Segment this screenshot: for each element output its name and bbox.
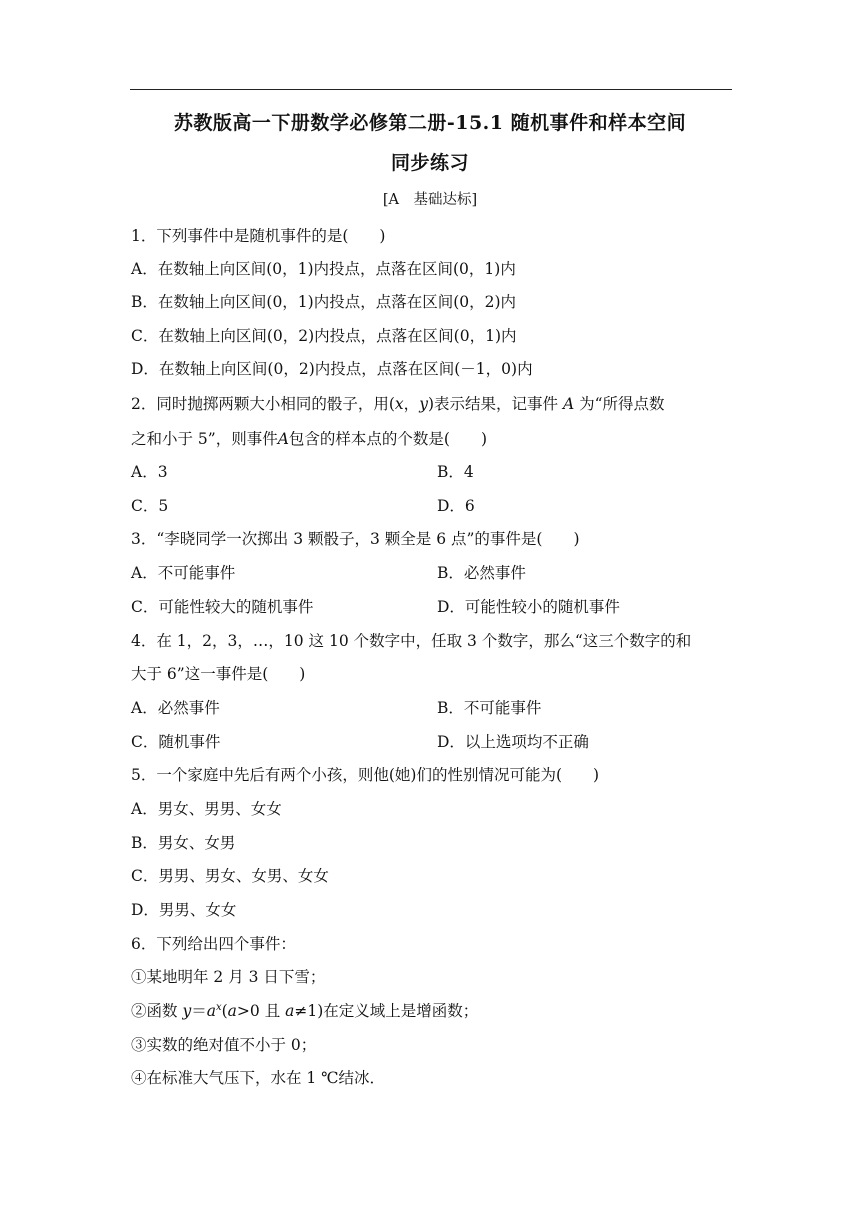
question-5-option-a: A．男女、男男、女女 [131,800,282,818]
question-4-stem-line1: 4．在 1，2，3，…，10 这 10 个数字中，任取 3 个数字，那么“这三个数字的和 [131,632,692,650]
document-subtitle: 同步练习 [390,152,469,174]
question-5-stem: 5．一个家庭中先后有两个小孩，则他(她)们的性别情况可能为( ) [131,766,600,784]
question-6-event-4: ④在标准大气压下，水在 1 ℃结冰． [131,1069,386,1087]
question-3-stem: 3．“李晓同学一次掷出 3 颗骰子，3 颗全是 6 点”的事件是( ) [131,530,580,548]
question-1-option-c: C．在数轴上向区间(0，2)内投点，点落在区间(0，1)内 [131,327,517,345]
header-rule [130,89,732,90]
question-3-option-a: A．不可能事件 [131,564,236,582]
document-title: 苏教版高一下册数学必修第二册-15.1 随机事件和样本空间 [173,112,687,134]
question-4-option-c: C．随机事件 [131,733,221,751]
question-4-option-d: D．以上选项均不正确 [437,733,589,751]
question-5-option-d: D．男男、女女 [131,901,237,919]
question-6-event-1: ①某地明年 2 月 3 日下雪； [131,968,326,986]
question-1-option-a: A．在数轴上向区间(0，1)内投点，点落在区间(0，1)内 [131,260,516,278]
question-2-option-a: A．3 [131,463,168,481]
question-3-option-c: C．可能性较大的随机事件 [131,598,314,616]
question-1-option-b: B．在数轴上向区间(0，1)内投点，点落在区间(0，2)内 [131,293,517,311]
question-1-stem: 1．下列事件中是随机事件的是( ) [131,227,386,245]
question-6-event-3: ③实数的绝对值不小于 0； [131,1036,317,1054]
question-4-stem-line2: 大于 6”这一事件是( ) [131,665,306,683]
question-6-stem: 6．下列给出四个事件： [131,935,296,953]
question-3-option-b: B．必然事件 [437,564,526,582]
section-heading: [A 基础达标] [382,192,478,208]
question-2-stem-line1: 2．同时抛掷两颗大小相同的骰子，用(x，y)表示结果，记事件 A 为“所得点数 [131,395,665,413]
question-2-option-c: C．5 [131,497,169,515]
question-4-option-b: B．不可能事件 [437,699,542,717]
question-4-option-a: A．必然事件 [131,699,220,717]
question-1-option-d: D．在数轴上向区间(0，2)内投点，点落在区间(－1，0)内 [131,360,533,378]
question-5-option-c: C．男男、男女、女男、女女 [131,867,329,885]
question-2-option-d: D．6 [437,497,475,515]
question-2-option-b: B．4 [437,463,474,481]
question-3-option-d: D．可能性较小的随机事件 [437,598,620,616]
question-6-event-2: ②函数 $y=a^x(a>0$ 且 a≠1)在定义域上是增函数； [131,1001,479,1020]
question-5-option-b: B．男女、女男 [131,834,236,852]
question-2-stem-line2: 之和小于 5”，则事件A包含的样本点的个数是( ) [131,430,488,448]
